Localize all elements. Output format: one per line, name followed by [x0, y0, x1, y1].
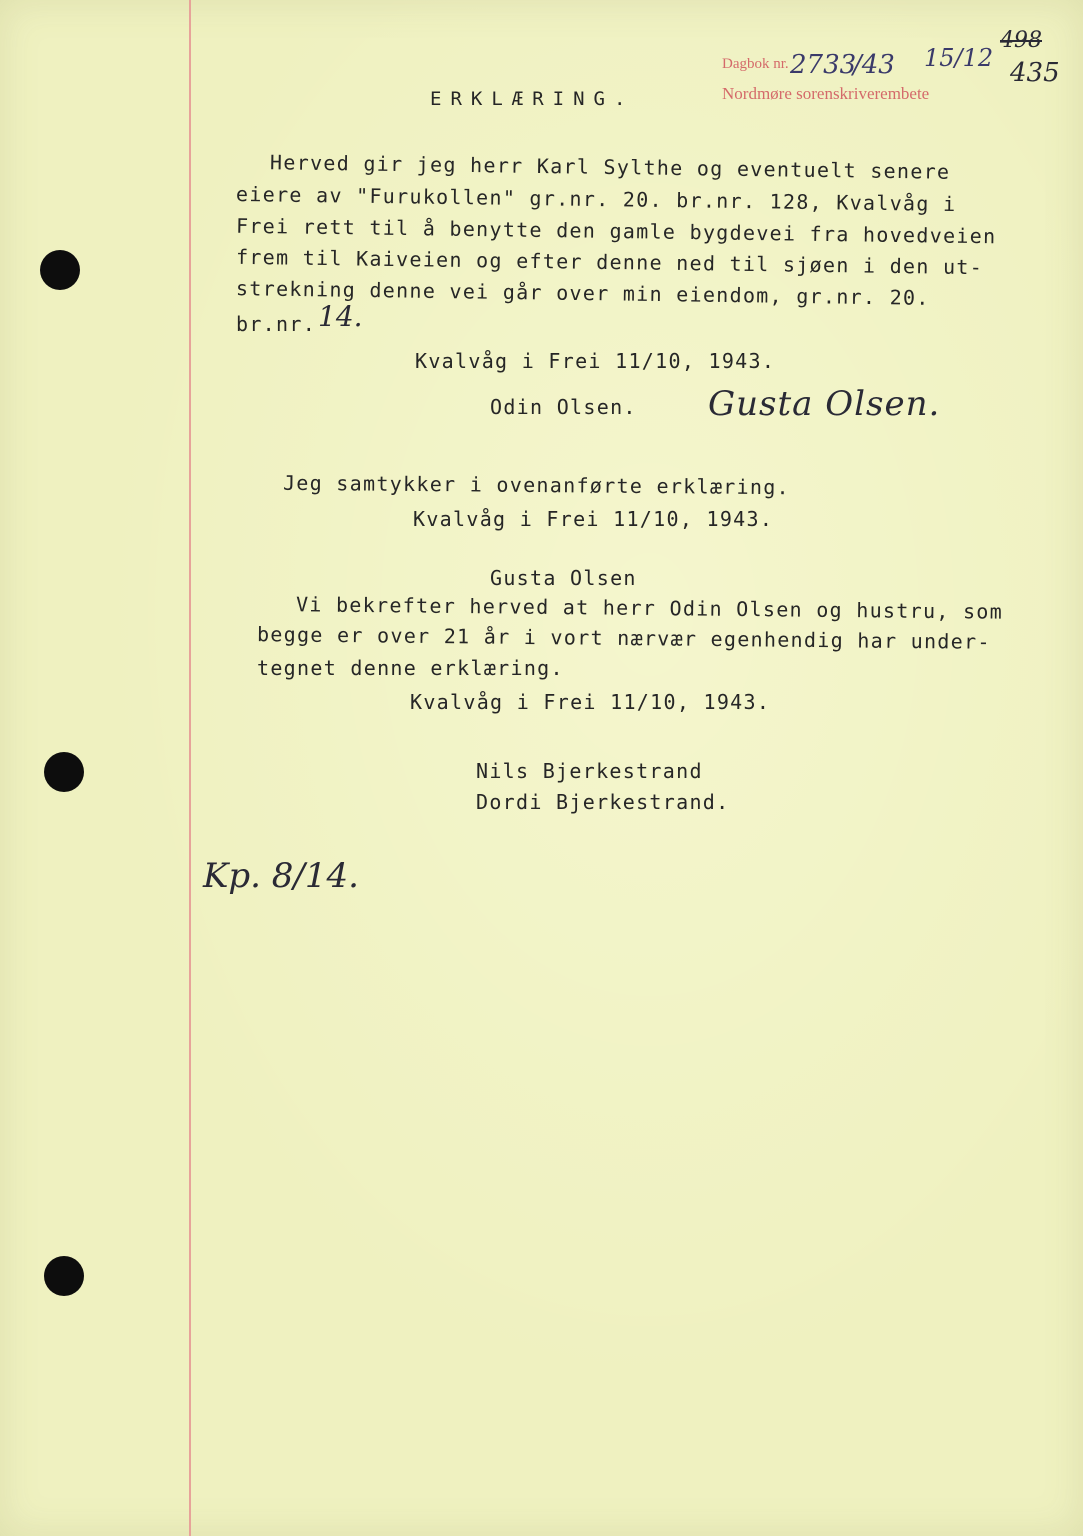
- signer-1-typed: Odin Olsen.: [490, 395, 637, 419]
- body-line: eiere av "Furukollen" gr.nr. 20. br.nr. 128, Kvalvåg i: [235, 181, 957, 217]
- punch-hole-bottom: [44, 1256, 84, 1296]
- stamp-year: /43: [853, 50, 895, 80]
- page-number-current: 435: [1010, 58, 1060, 88]
- witness-line: Vi bekrefter herved at herr Odin Olsen og hustru, som: [295, 592, 1004, 624]
- handwritten-brnr: 14.: [318, 300, 363, 333]
- body-line: br.nr.: [236, 312, 317, 336]
- stamp-label: Dagbok nr.: [722, 56, 789, 72]
- body-line: Herved gir jeg herr Karl Sylthe og eventuelt senere: [269, 150, 951, 184]
- page-number-struck: 498: [1000, 28, 1042, 53]
- margin-rule: [189, 0, 191, 1536]
- witness-name: Nils Bjerkestrand: [476, 759, 703, 783]
- body-line: strekning denne vei går over min eiendom, gr.nr. 20.: [235, 276, 930, 310]
- place-date-2: Kvalvåg i Frei 11/10, 1943.: [413, 507, 774, 531]
- document-title: ERKLÆRING.: [430, 88, 635, 110]
- handwritten-note: Kp. 8/14.: [203, 856, 359, 896]
- place-date-1: Kvalvåg i Frei 11/10, 1943.: [415, 349, 776, 373]
- stamp-office: Nordmøre sorenskriverembete: [722, 84, 930, 103]
- witness-name: Dordi Bjerkestrand.: [476, 790, 730, 814]
- punch-hole-middle: [44, 752, 84, 792]
- consent-line: Jeg samtykker i ovenanførte erklæring.: [282, 470, 791, 500]
- witness-line: tegnet denne erklæring.: [257, 656, 564, 680]
- signer-2-typed: Gusta Olsen: [490, 566, 637, 590]
- stamp-date: 15/12: [924, 44, 994, 72]
- witness-line: begge er over 21 år i vort nærvær egenhendig har under-: [256, 622, 991, 654]
- stamp-number: 2733: [790, 50, 857, 80]
- body-line: Frei rett til å benytte den gamle bygdevei fra hovedveien: [235, 213, 997, 249]
- body-line: frem til Kaiveien og efter denne ned til sjøen i den ut-: [235, 244, 984, 280]
- signature-gusta-olsen: Gusta Olsen.: [708, 384, 941, 424]
- place-date-3: Kvalvåg i Frei 11/10, 1943.: [410, 690, 771, 714]
- punch-hole-top: [40, 250, 80, 290]
